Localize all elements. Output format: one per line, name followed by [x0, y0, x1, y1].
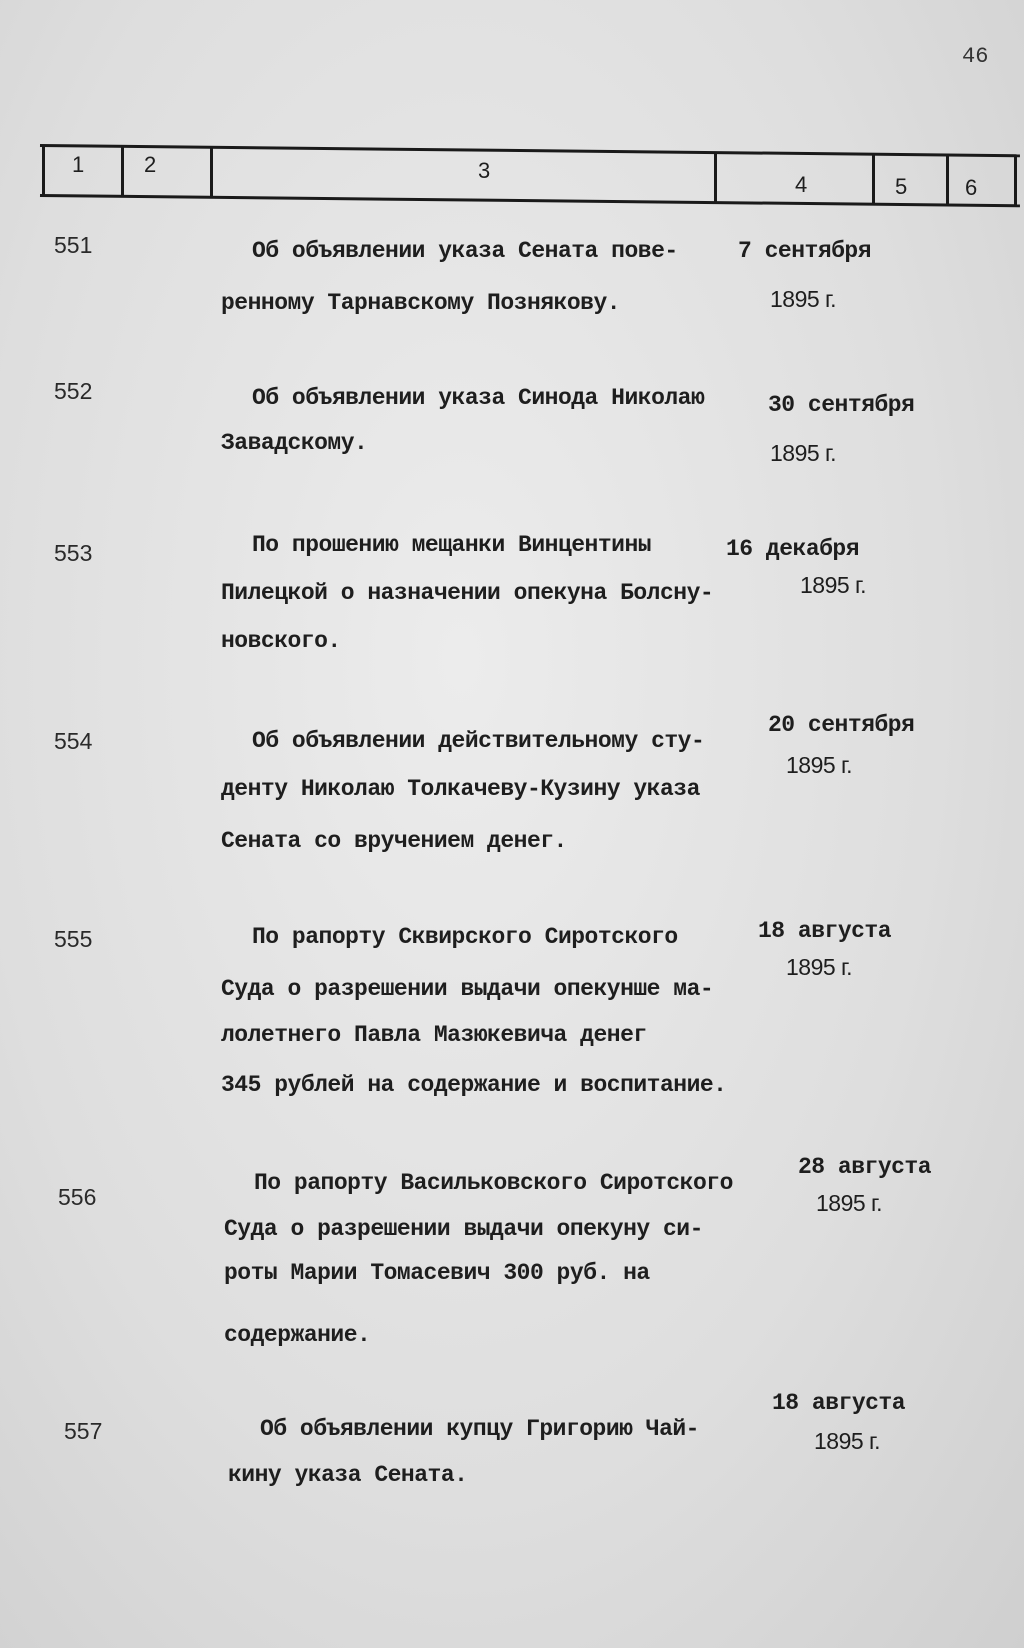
entry-date-year [816, 1190, 882, 1218]
entry-text-line: Об объявлении купцу Григорию Чай- [260, 1416, 699, 1442]
entry-number: 551 [54, 232, 93, 258]
year: 1895 г. [786, 752, 853, 778]
year: 1895 г. [800, 572, 867, 598]
entry-date-day: 18 августа [758, 918, 892, 944]
entry-text-line: Завадскому. [221, 430, 368, 456]
entry-text-line: По рапорту Васильковского Сиротского [254, 1170, 733, 1196]
column-divider [872, 154, 875, 204]
entry-text-line: Пилецкой о назначении опекуна Болсну- [221, 580, 714, 606]
entry-text-line: Об объявлении указа Синода Николаю [252, 385, 705, 411]
entry-text-line: роты Марии Томасевич 300 руб. на [224, 1260, 650, 1286]
entry-date-year [800, 572, 866, 600]
entry-text-line: Об объявлении указа Сената пове- [252, 238, 678, 264]
column-divider [42, 146, 45, 196]
entry-text-line: 345 рублей на содержание и воспитание. [221, 1072, 727, 1098]
entry-date-day: 7 сентября [738, 238, 872, 264]
column-divider [210, 146, 213, 196]
entry-text-line: Суда о разрешении выдачи опекунше ма- [221, 976, 714, 1002]
entry-date-day: 16 декабря [726, 536, 860, 562]
year: 1895 г. [770, 286, 837, 312]
column-divider [121, 146, 124, 196]
entry-text-line: кину указа Сената. [228, 1462, 468, 1488]
entry-date-day: 18 августа [772, 1390, 906, 1416]
entry-text-line: По рапорту Сквирского Сиротского [252, 924, 678, 950]
column-divider [1014, 156, 1017, 206]
entry-text-line: По прошению мещанки Винцентины [252, 532, 652, 558]
column-header: 4 [795, 172, 808, 197]
column-divider [714, 152, 717, 202]
entry-text-line: новского. [221, 628, 341, 654]
page-number: 46 [962, 44, 989, 69]
year: 1895 г. [786, 954, 853, 980]
entry-number: 552 [54, 378, 93, 404]
entry-date-year [786, 752, 852, 780]
entry-date-year [770, 440, 836, 468]
entry-date-day: 30 сентября [768, 392, 915, 418]
entry-date-year [770, 286, 836, 314]
entry-number: 555 [54, 926, 93, 952]
entry-date-day: 28 августа [798, 1154, 932, 1180]
entry-date-year [786, 954, 852, 982]
entry-text-line: ренному Тарнавскому Познякову. [221, 290, 621, 316]
entry-date-year [814, 1428, 880, 1456]
column-divider [946, 155, 949, 205]
entry-text-line: лолетнего Павла Мазюкевича денег [221, 1022, 647, 1048]
column-header: 3 [478, 158, 491, 183]
entry-text-line: денту Николаю Толкачеву-Кузину указа [221, 776, 700, 802]
column-header: 6 [965, 175, 978, 200]
column-header: 1 [72, 152, 85, 177]
year: 1895 г. [770, 440, 837, 466]
entry-number: 556 [58, 1184, 97, 1210]
entry-number: 557 [64, 1418, 103, 1444]
year: 1895 г. [816, 1190, 883, 1216]
entry-number: 554 [54, 728, 93, 754]
entry-text-line: Суда о разрешении выдачи опекуну си- [224, 1216, 703, 1242]
entry-text-line: Об объявлении действительному сту- [252, 728, 705, 754]
column-header: 5 [895, 174, 908, 199]
entry-text-line: Сената со вручением денег. [221, 828, 567, 854]
entry-number: 553 [54, 540, 93, 566]
entry-text-line: содержание. [224, 1322, 371, 1348]
entry-date-day: 20 сентября [768, 712, 915, 738]
column-header: 2 [144, 152, 157, 177]
year: 1895 г. [814, 1428, 881, 1454]
